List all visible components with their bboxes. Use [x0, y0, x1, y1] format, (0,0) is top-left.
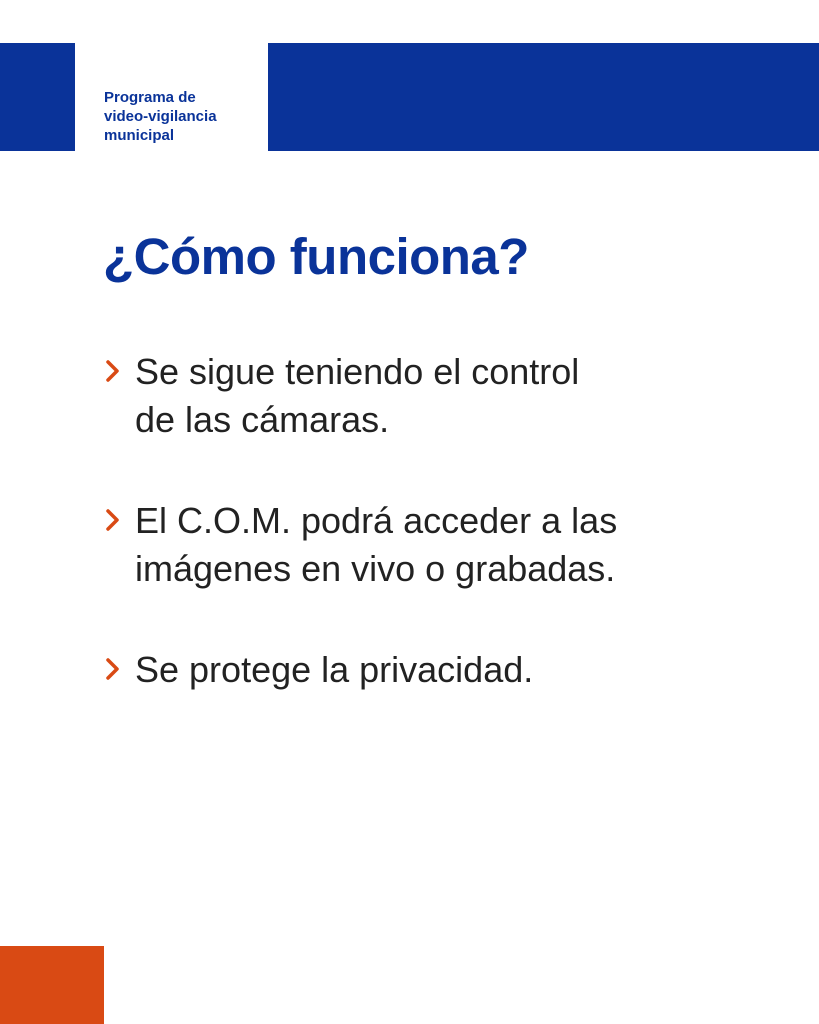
list-item [104, 646, 695, 694]
chevron-right-icon [104, 505, 122, 535]
bullet-text: Se protege la privacidad. [135, 649, 534, 690]
chevron-right-icon [104, 356, 122, 386]
bullet-text: El C.O.M. podrá acceder a las imágenes en vivo o grabadas. [135, 500, 618, 589]
bullet-list [104, 348, 695, 694]
page-title: ¿Cómo funciona? [103, 228, 529, 285]
header-bar-right [268, 43, 819, 151]
bullet-text: Se sigue teniendo el control de las cámaras. [135, 351, 580, 440]
accent-square [0, 946, 104, 1024]
chevron-right-icon [104, 654, 122, 684]
list-item [104, 497, 695, 593]
list-item [104, 348, 695, 444]
program-label: Programa de video-vigilancia municipal [104, 89, 217, 144]
header-bar-left [0, 43, 75, 151]
